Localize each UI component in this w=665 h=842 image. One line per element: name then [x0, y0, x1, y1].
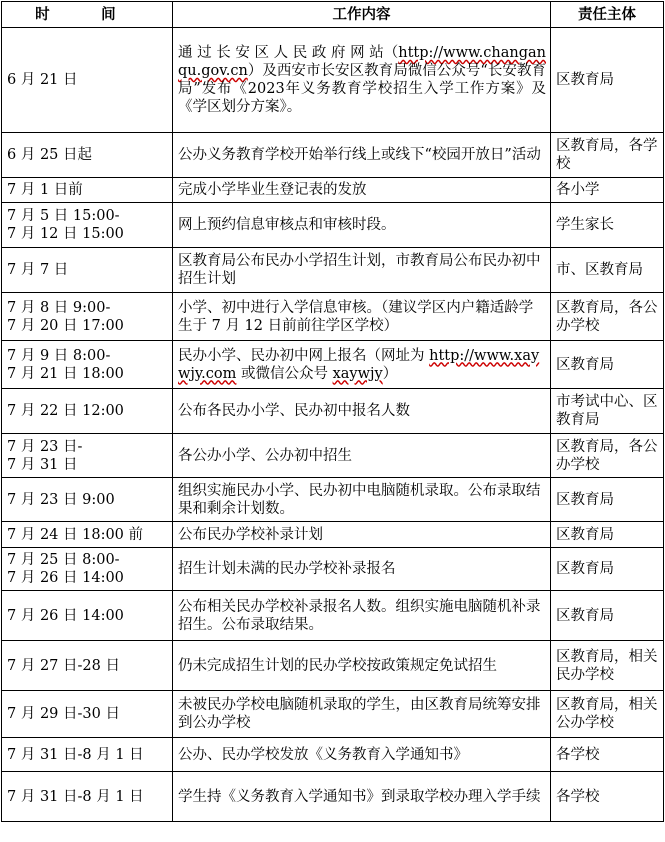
table-row: [2, 434, 664, 478]
owner-cell: 区教育局: [551, 522, 664, 548]
owner-cell: 区教育局: [551, 478, 664, 522]
table-row: [2, 203, 664, 248]
owner-cell: 各学校: [551, 772, 664, 822]
time-cell: 7 月 25 日 8:00- 7 月 26 日 14:00: [2, 548, 173, 591]
table-row: [2, 341, 664, 389]
time-cell: 7 月 7 日: [2, 248, 173, 293]
owner-cell: 区教育局: [551, 28, 664, 133]
owner-cell: 各小学: [551, 178, 664, 203]
content-cell: 公办义务教育学校开始举行线上或线下“校园开放日”活动: [173, 133, 551, 178]
time-cell: 7 月 1 日前: [2, 178, 173, 203]
table-row: [2, 772, 664, 822]
time-cell: 7 月 27 日-28 日: [2, 641, 173, 691]
table-row: [2, 522, 664, 548]
xaywjy-website-link[interactable]: http://www.xaywjy.com: [178, 347, 540, 382]
enrollment-schedule-table: [1, 1, 664, 822]
time-cell: 7 月 5 日 15:00- 7 月 12 日 15:00: [2, 203, 173, 248]
content-cell: 仍未完成招生计划的民办学校按政策规定免试招生: [173, 641, 551, 691]
time-cell: 7 月 8 日 9:00- 7 月 20 日 17:00: [2, 293, 173, 341]
gov-website-link[interactable]: http://www.changanqu.gov.cn: [178, 45, 546, 79]
table-row: [2, 133, 664, 178]
content-cell: 通 过 长 安 区 人 民 政 府 网 站（http://www.changanqu.gov.cn）及西安市长安区教育局微信公众号“长安教育局”发布《2023年义务教育学校招生入学工作方案》及《学区划分方案》。: [173, 28, 551, 133]
time-cell: 7 月 23 日- 7 月 31 日: [2, 434, 173, 478]
owner-cell: 市、区教育局: [551, 248, 664, 293]
owner-cell: 区教育局，相关民办学校: [551, 641, 664, 691]
table-row: [2, 293, 664, 341]
owner-cell: 区教育局: [551, 591, 664, 641]
header-time: 时 间: [2, 2, 173, 28]
table-row: [2, 548, 664, 591]
content-cell: 民办小学、民办初中网上报名（网址为 http://www.xaywjy.com 或微信公众号 xaywjy）: [173, 341, 551, 389]
owner-cell: 区教育局: [551, 548, 664, 591]
table-row: [2, 248, 664, 293]
time-cell: 7 月 9 日 8:00- 7 月 21 日 18:00: [2, 341, 173, 389]
owner-cell: 区教育局: [551, 341, 664, 389]
table-row: [2, 691, 664, 738]
time-cell: 7 月 24 日 18:00 前: [2, 522, 173, 548]
content-cell: 学生持《义务教育入学通知书》到录取学校办理入学手续: [173, 772, 551, 822]
content-cell: 各公办小学、公办初中招生: [173, 434, 551, 478]
table-row: [2, 178, 664, 203]
time-cell: 7 月 23 日 9:00: [2, 478, 173, 522]
owner-cell: 区教育局，各公办学校: [551, 293, 664, 341]
table-row: [2, 738, 664, 772]
owner-cell: 区教育局，各公办学校: [551, 434, 664, 478]
owner-cell: 区教育局，相关公办学校: [551, 691, 664, 738]
owner-cell: 市考试中心、区教育局: [551, 389, 664, 434]
content-cell: 小学、初中进行入学信息审核。（建议学区内户籍适龄学生于 7 月 12 日前前往学区学校）: [173, 293, 551, 341]
table-row: [2, 389, 664, 434]
time-cell: 7 月 31 日-8 月 1 日: [2, 772, 173, 822]
time-cell: 6 月 21 日: [2, 28, 173, 133]
header-owner: 责任主体: [551, 2, 664, 28]
content-cell: 组织实施民办小学、民办初中电脑随机录取。公布录取结果和剩余计划数。: [173, 478, 551, 522]
content-cell: 公布民办学校补录计划: [173, 522, 551, 548]
wechat-account-id: xaywjy: [332, 365, 383, 382]
table-row: [2, 591, 664, 641]
owner-cell: 区教育局，各学校: [551, 133, 664, 178]
owner-cell: 学生家长: [551, 203, 664, 248]
table-row: [2, 641, 664, 691]
content-cell: 公布各民办小学、民办初中报名人数: [173, 389, 551, 434]
content-cell: 公布相关民办学校补录报名人数。组织实施电脑随机补录招生。公布录取结果。: [173, 591, 551, 641]
time-cell: 7 月 26 日 14:00: [2, 591, 173, 641]
owner-cell: 各学校: [551, 738, 664, 772]
content-cell: 招生计划未满的民办学校补录报名: [173, 548, 551, 591]
content-cell: 公办、民办学校发放《义务教育入学通知书》: [173, 738, 551, 772]
time-cell: 7 月 22 日 12:00: [2, 389, 173, 434]
time-cell: 7 月 31 日-8 月 1 日: [2, 738, 173, 772]
content-cell: 区教育局公布民办小学招生计划，市教育局公布民办初中招生计划: [173, 248, 551, 293]
content-cell: 网上预约信息审核点和审核时段。: [173, 203, 551, 248]
table-row: [2, 28, 664, 133]
content-cell: 未被民办学校电脑随机录取的学生，由区教育局统筹安排到公办学校: [173, 691, 551, 738]
content-cell: 完成小学毕业生登记表的发放: [173, 178, 551, 203]
time-cell: 7 月 29 日-30 日: [2, 691, 173, 738]
time-cell: 6 月 25 日起: [2, 133, 173, 178]
table-row: [2, 478, 664, 522]
header-content: 工作内容: [173, 2, 551, 28]
table-header-row: [2, 2, 664, 28]
